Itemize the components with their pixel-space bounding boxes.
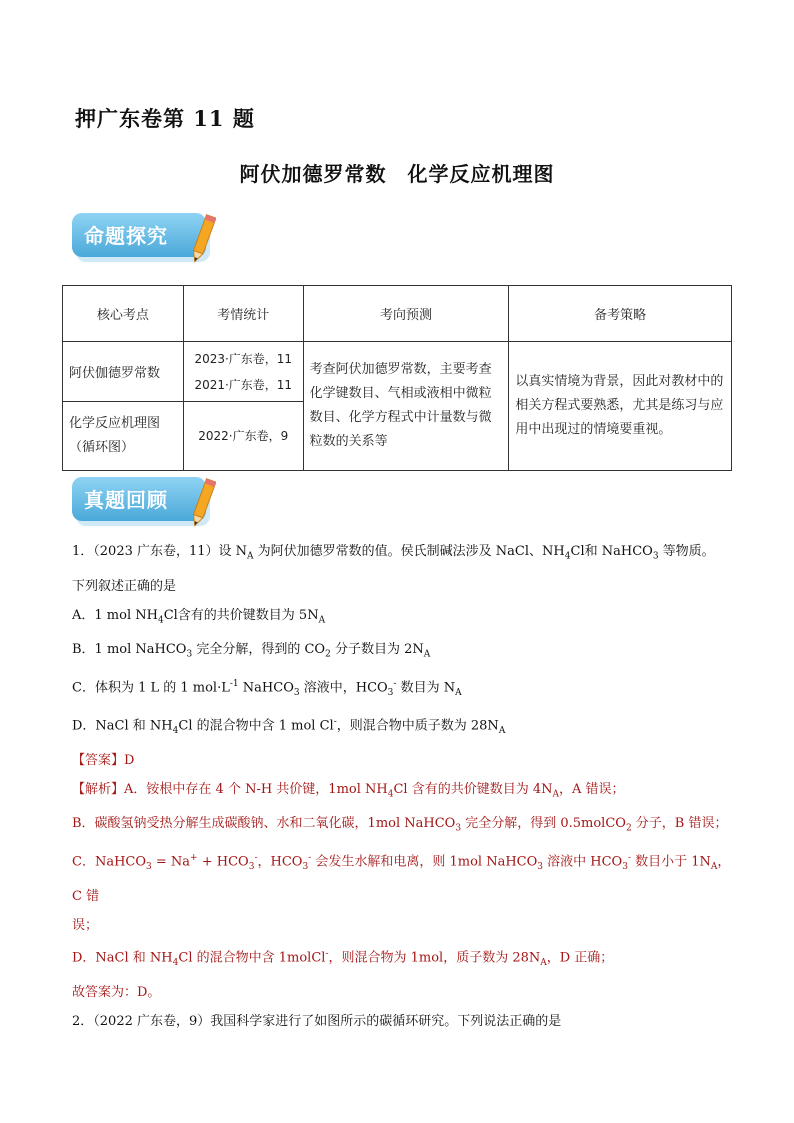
section-banner-label: 命题探究 [84, 224, 168, 248]
analysis-b: B．碳酸氢钠受热分解生成碳酸钠、水和二氧化碳，1mol NaHCO$_3$ 完全分解，得到 0.5molCO$_2$ 分子，B 错误； [72, 816, 728, 834]
section-banner-label: 真题回顾 [84, 488, 168, 512]
answer-label: 【答案】 [72, 752, 125, 768]
analysis-c-cont: 误； [72, 917, 99, 933]
stats-cell [183, 402, 303, 471]
section-banner-review [72, 475, 218, 529]
table-row [63, 342, 732, 402]
section-banner-explore [72, 211, 218, 265]
page-subtitle: 阿伏加德罗常数 化学反应机理图 [239, 162, 555, 186]
stats-line: 2021·广东卷，11 [194, 377, 293, 392]
pencil-icon [190, 475, 216, 531]
table-header-cell: 备考策略 [509, 286, 732, 342]
stats-line: 2022·广东卷，9 [198, 429, 289, 443]
analysis-d: D．NaCl 和 $NH_4Cl$ 的混合物中含 1molCl-，则混合物为 1mol，质子数为 $28N_A$，D 正确； [72, 948, 614, 968]
prediction-cell: 考查阿伏加德罗常数，主要考查化学键数目、气相或液相中微粒数目、化学方程式中计量数与微粒数的关系等 [303, 342, 509, 471]
table-header-cell: 核心考点 [63, 286, 184, 342]
table-header-cell: 考向预测 [303, 286, 509, 342]
table-header-cell: 考情统计 [183, 286, 303, 342]
option-a[interactable]: A．1 mol $NH_4Cl$含有的共价键数目为 $5N_A$ [72, 607, 326, 626]
analysis-a: 【解析】A．铵根中存在 4 个 N-H 共价键，1mol $NH_4Cl$ 含有的共价键数目为 $4N_A$，A 错误； [72, 781, 625, 800]
table-header-row [63, 286, 732, 342]
question-body [72, 537, 732, 1036]
pencil-icon [190, 211, 216, 267]
option-c[interactable]: C．体积为 1 L 的 1 $mol\cdot L^{-1}$ NaHCO$_3$ 溶液中，$HCO_3^-$ 数目为 $N_A$ [72, 678, 462, 698]
stats-cell [183, 342, 303, 402]
analysis-label: 【解析】 [72, 781, 125, 797]
answer-value: D [124, 752, 135, 768]
stats-line: 2023·广东卷，11 [194, 351, 293, 366]
strategy-cell: 以真实情境为背景，因此对教材中的相关方程式要熟悉，尤其是练习与应用中出现过的情境要重视。 [509, 342, 732, 471]
option-b[interactable]: B．1 mol NaHCO$_3$ 完全分解，得到的 $CO_2$ 分子数目为 $2N_A$ [72, 642, 431, 660]
question-1-stem-2: 下列叙述正确的是 [72, 578, 177, 594]
question-1-stem: 1．（2023 广东卷，11）设 $N_A$ 为阿伏加德罗常数的值。侯氏制碱法涉及 NaCl、$NH_4Cl$和 NaHCO$_3$ 等物质。 [72, 544, 715, 562]
question-2-stem: 2．（2022 广东卷，9）我国科学家进行了如图所示的碳循环研究。下列说法正确的是 [72, 1013, 562, 1029]
option-d[interactable]: D．NaCl 和 $NH_4Cl$ 的混合物中含 1 mol Cl-，则混合物中质子数为 $28N_A$ [72, 716, 506, 736]
page-title: 押广东卷第 11 题 [75, 106, 255, 131]
topic-cell: 化学反应机理图（循环图） [63, 402, 184, 471]
exam-analysis-table [62, 285, 732, 471]
analysis-c: C．NaHCO$_3$ = $Na^+ + HCO_3^-$，$HCO_3^-$ 会发生水解和电离，则 1mol NaHCO$_3$ 溶液中 $HCO_3^-$ 数目小于 $1N_A$，C 错 [72, 852, 731, 904]
conclusion: 故答案为：D。 [72, 984, 161, 1000]
answer-line [72, 746, 732, 775]
topic-cell: 阿伏伽德罗常数 [63, 342, 184, 402]
